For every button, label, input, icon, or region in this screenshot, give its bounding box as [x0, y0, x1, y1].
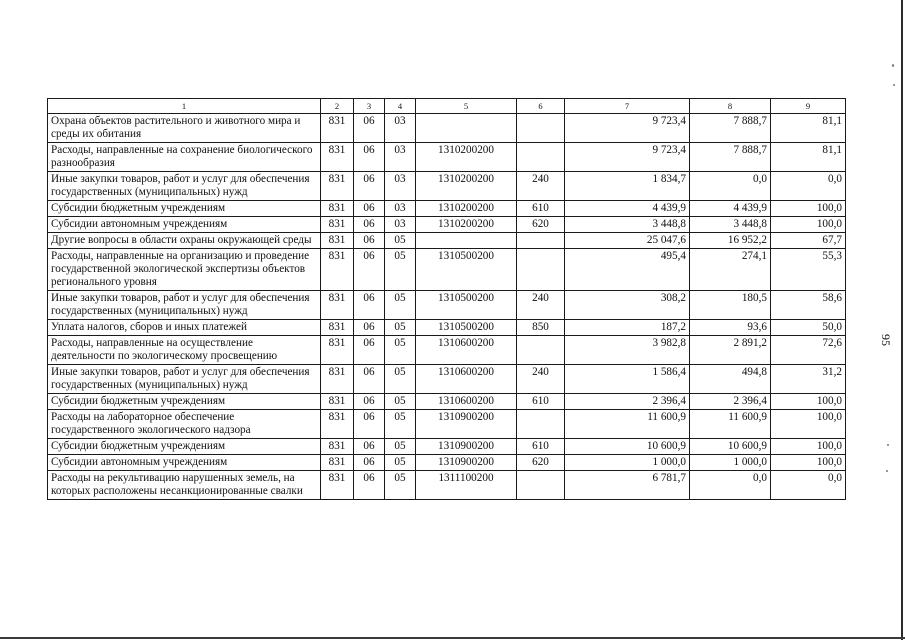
- item-name-cell: Субсидии бюджетным учреждениям: [48, 201, 321, 217]
- subsection-cell: 03: [385, 201, 416, 217]
- item-name-cell: Расходы, направленные на организацию и проведение государственной экологической экспертизы объектов регионального уровня: [48, 249, 321, 291]
- percent-cell: 81,1: [771, 143, 846, 172]
- executed-amount-cell: 4 439,9: [690, 201, 771, 217]
- page-edge-right: [901, 0, 903, 640]
- percent-cell: 100,0: [771, 439, 846, 455]
- section-cell: 06: [354, 233, 385, 249]
- ministry-code-cell: 831: [321, 455, 354, 471]
- percent-cell: 0,0: [771, 471, 846, 500]
- percent-cell: 67,7: [771, 233, 846, 249]
- target-article-cell: 1310600200: [416, 336, 517, 365]
- target-article-cell: 1310600200: [416, 365, 517, 394]
- section-cell: 06: [354, 143, 385, 172]
- executed-amount-cell: 0,0: [690, 471, 771, 500]
- item-name-cell: Субсидии бюджетным учреждениям: [48, 439, 321, 455]
- table-row: [48, 143, 846, 172]
- ministry-code-cell: 831: [321, 394, 354, 410]
- percent-cell: 31,2: [771, 365, 846, 394]
- item-name-cell: Иные закупки товаров, работ и услуг для обеспечения государственных (муниципальных) нужд: [48, 172, 321, 201]
- column-header-6: 6: [517, 99, 565, 114]
- table-row: [48, 233, 846, 249]
- target-article-cell: 1310200200: [416, 172, 517, 201]
- table-row: [48, 471, 846, 500]
- column-header-8: 8: [690, 99, 771, 114]
- percent-cell: 55,3: [771, 249, 846, 291]
- budget-table: [47, 98, 846, 500]
- planned-amount-cell: 1 586,4: [565, 365, 690, 394]
- executed-amount-cell: 11 600,9: [690, 410, 771, 439]
- target-article-cell: 1311100200: [416, 471, 517, 500]
- planned-amount-cell: 10 600,9: [565, 439, 690, 455]
- expense-type-cell: [517, 410, 565, 439]
- section-cell: 06: [354, 365, 385, 394]
- item-name-cell: Субсидии бюджетным учреждениям: [48, 394, 321, 410]
- executed-amount-cell: 0,0: [690, 172, 771, 201]
- section-cell: 06: [354, 410, 385, 439]
- expense-type-cell: [517, 143, 565, 172]
- ministry-code-cell: 831: [321, 365, 354, 394]
- section-cell: 06: [354, 114, 385, 143]
- expense-type-cell: 240: [517, 291, 565, 320]
- planned-amount-cell: 1 834,7: [565, 172, 690, 201]
- target-article-cell: 1310500200: [416, 320, 517, 336]
- table-row: [48, 201, 846, 217]
- planned-amount-cell: 25 047,6: [565, 233, 690, 249]
- expense-type-cell: 620: [517, 217, 565, 233]
- ministry-code-cell: 831: [321, 233, 354, 249]
- item-name-cell: Расходы на рекультивацию нарушенных земель, на которых расположены несанкционированные свалки: [48, 471, 321, 500]
- ministry-code-cell: 831: [321, 172, 354, 201]
- ministry-code-cell: 831: [321, 201, 354, 217]
- target-article-cell: 1310200200: [416, 143, 517, 172]
- executed-amount-cell: 274,1: [690, 249, 771, 291]
- table-row: [48, 320, 846, 336]
- table-row: [48, 217, 846, 233]
- expense-type-cell: [517, 336, 565, 365]
- column-header-4: 4: [385, 99, 416, 114]
- ministry-code-cell: 831: [321, 143, 354, 172]
- executed-amount-cell: 180,5: [690, 291, 771, 320]
- planned-amount-cell: 11 600,9: [565, 410, 690, 439]
- executed-amount-cell: 2 396,4: [690, 394, 771, 410]
- expense-type-cell: 620: [517, 455, 565, 471]
- percent-cell: 58,6: [771, 291, 846, 320]
- table-header-row: [48, 99, 846, 114]
- item-name-cell: Расходы, направленные на осуществление деятельности по экологическому просвещению: [48, 336, 321, 365]
- table-body: [48, 114, 846, 500]
- item-name-cell: Расходы на лабораторное обеспечение государственного экологического надзора: [48, 410, 321, 439]
- target-article-cell: 1310900200: [416, 410, 517, 439]
- column-header-5: 5: [416, 99, 517, 114]
- column-header-3: 3: [354, 99, 385, 114]
- target-article-cell: 1310900200: [416, 455, 517, 471]
- planned-amount-cell: 9 723,4: [565, 114, 690, 143]
- subsection-cell: 05: [385, 249, 416, 291]
- executed-amount-cell: 494,8: [690, 365, 771, 394]
- subsection-cell: 03: [385, 143, 416, 172]
- table-row: [48, 439, 846, 455]
- item-name-cell: Охрана объектов растительного и животного мира и среды их обитания: [48, 114, 321, 143]
- subsection-cell: 03: [385, 217, 416, 233]
- target-article-cell: 1310500200: [416, 249, 517, 291]
- percent-cell: 100,0: [771, 201, 846, 217]
- expense-type-cell: 610: [517, 394, 565, 410]
- section-cell: 06: [354, 455, 385, 471]
- expense-type-cell: 610: [517, 201, 565, 217]
- item-name-cell: Субсидии автономным учреждениям: [48, 455, 321, 471]
- target-article-cell: 1310600200: [416, 394, 517, 410]
- section-cell: 06: [354, 201, 385, 217]
- percent-cell: 0,0: [771, 172, 846, 201]
- scan-speck: [886, 470, 888, 472]
- planned-amount-cell: 2 396,4: [565, 394, 690, 410]
- table-row: [48, 336, 846, 365]
- planned-amount-cell: 308,2: [565, 291, 690, 320]
- expense-type-cell: [517, 233, 565, 249]
- ministry-code-cell: 831: [321, 217, 354, 233]
- section-cell: 06: [354, 217, 385, 233]
- budget-table-container: [47, 98, 846, 500]
- executed-amount-cell: 7 888,7: [690, 114, 771, 143]
- page-number: 95: [879, 334, 893, 346]
- executed-amount-cell: 7 888,7: [690, 143, 771, 172]
- planned-amount-cell: 3 982,8: [565, 336, 690, 365]
- column-header-1: 1: [48, 99, 321, 114]
- expense-type-cell: [517, 114, 565, 143]
- ministry-code-cell: 831: [321, 320, 354, 336]
- executed-amount-cell: 10 600,9: [690, 439, 771, 455]
- ministry-code-cell: 831: [321, 249, 354, 291]
- column-header-2: 2: [321, 99, 354, 114]
- percent-cell: 100,0: [771, 217, 846, 233]
- target-article-cell: 1310900200: [416, 439, 517, 455]
- section-cell: 06: [354, 336, 385, 365]
- expense-type-cell: 850: [517, 320, 565, 336]
- subsection-cell: 05: [385, 410, 416, 439]
- planned-amount-cell: 9 723,4: [565, 143, 690, 172]
- executed-amount-cell: 16 952,2: [690, 233, 771, 249]
- section-cell: 06: [354, 291, 385, 320]
- executed-amount-cell: 3 448,8: [690, 217, 771, 233]
- percent-cell: 100,0: [771, 455, 846, 471]
- table-row: [48, 394, 846, 410]
- percent-cell: 100,0: [771, 394, 846, 410]
- planned-amount-cell: 3 448,8: [565, 217, 690, 233]
- section-cell: 06: [354, 471, 385, 500]
- target-article-cell: [416, 114, 517, 143]
- column-header-7: 7: [565, 99, 690, 114]
- ministry-code-cell: 831: [321, 336, 354, 365]
- executed-amount-cell: 1 000,0: [690, 455, 771, 471]
- executed-amount-cell: 93,6: [690, 320, 771, 336]
- planned-amount-cell: 495,4: [565, 249, 690, 291]
- expense-type-cell: [517, 471, 565, 500]
- subsection-cell: 05: [385, 394, 416, 410]
- scan-speck: [892, 64, 894, 67]
- expense-type-cell: 610: [517, 439, 565, 455]
- scan-speck: [893, 84, 895, 86]
- expense-type-cell: 240: [517, 365, 565, 394]
- subsection-cell: 05: [385, 455, 416, 471]
- expense-type-cell: 240: [517, 172, 565, 201]
- item-name-cell: Иные закупки товаров, работ и услуг для обеспечения государственных (муниципальных) нужд: [48, 291, 321, 320]
- ministry-code-cell: 831: [321, 291, 354, 320]
- item-name-cell: Субсидии автономным учреждениям: [48, 217, 321, 233]
- subsection-cell: 05: [385, 233, 416, 249]
- percent-cell: 72,6: [771, 336, 846, 365]
- ministry-code-cell: 831: [321, 410, 354, 439]
- table-row: [48, 114, 846, 143]
- item-name-cell: Уплата налогов, сборов и иных платежей: [48, 320, 321, 336]
- item-name-cell: Другие вопросы в области охраны окружающей среды: [48, 233, 321, 249]
- column-header-9: 9: [771, 99, 846, 114]
- section-cell: 06: [354, 249, 385, 291]
- table-row: [48, 249, 846, 291]
- percent-cell: 100,0: [771, 410, 846, 439]
- planned-amount-cell: 187,2: [565, 320, 690, 336]
- subsection-cell: 03: [385, 172, 416, 201]
- planned-amount-cell: 1 000,0: [565, 455, 690, 471]
- ministry-code-cell: 831: [321, 114, 354, 143]
- percent-cell: 50,0: [771, 320, 846, 336]
- item-name-cell: Расходы, направленные на сохранение биологического разнообразия: [48, 143, 321, 172]
- subsection-cell: 05: [385, 291, 416, 320]
- subsection-cell: 05: [385, 320, 416, 336]
- table-row: [48, 455, 846, 471]
- subsection-cell: 03: [385, 114, 416, 143]
- target-article-cell: 1310200200: [416, 217, 517, 233]
- target-article-cell: 1310500200: [416, 291, 517, 320]
- item-name-cell: Иные закупки товаров, работ и услуг для обеспечения государственных (муниципальных) нужд: [48, 365, 321, 394]
- page-edge-bottom: [0, 637, 905, 639]
- executed-amount-cell: 2 891,2: [690, 336, 771, 365]
- table-row: [48, 172, 846, 201]
- section-cell: 06: [354, 394, 385, 410]
- section-cell: 06: [354, 172, 385, 201]
- subsection-cell: 05: [385, 439, 416, 455]
- target-article-cell: 1310200200: [416, 201, 517, 217]
- percent-cell: 81,1: [771, 114, 846, 143]
- ministry-code-cell: 831: [321, 471, 354, 500]
- expense-type-cell: [517, 249, 565, 291]
- ministry-code-cell: 831: [321, 439, 354, 455]
- target-article-cell: [416, 233, 517, 249]
- table-row: [48, 365, 846, 394]
- subsection-cell: 05: [385, 471, 416, 500]
- planned-amount-cell: 4 439,9: [565, 201, 690, 217]
- planned-amount-cell: 6 781,7: [565, 471, 690, 500]
- scan-speck: [887, 444, 889, 446]
- subsection-cell: 05: [385, 336, 416, 365]
- table-row: [48, 410, 846, 439]
- subsection-cell: 05: [385, 365, 416, 394]
- table-row: [48, 291, 846, 320]
- section-cell: 06: [354, 439, 385, 455]
- section-cell: 06: [354, 320, 385, 336]
